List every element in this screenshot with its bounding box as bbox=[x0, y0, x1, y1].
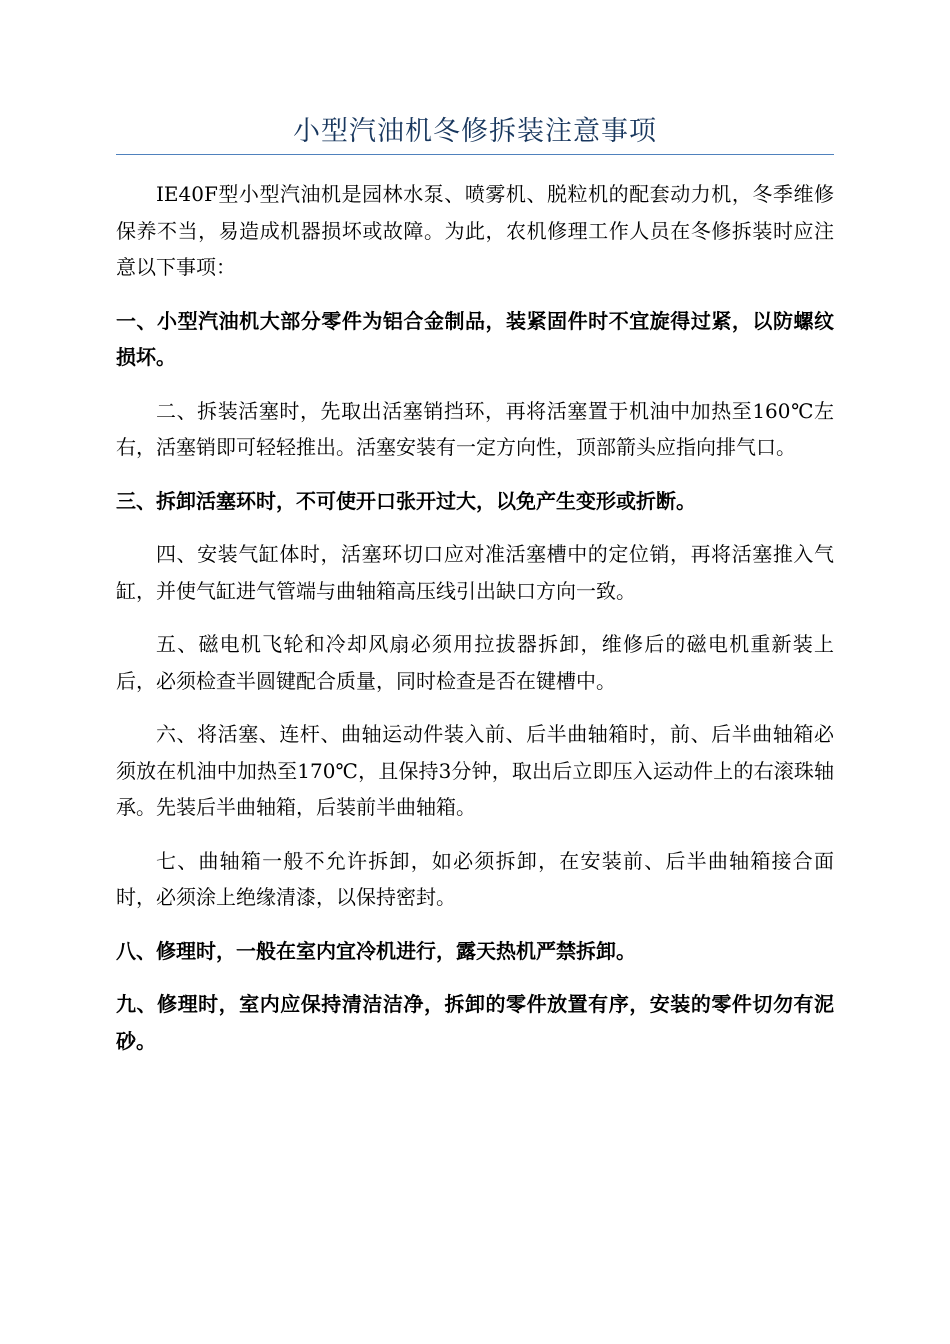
document-title: 小型汽油机冬修拆装注意事项 bbox=[293, 116, 657, 147]
paragraph-item-7: 七、曲轴箱一般不允许拆卸，如必须拆卸，在安装前、后半曲轴箱接合面时，必须涂上绝缘清漆，以保持密封。 bbox=[116, 848, 834, 909]
paragraph-item-6: 六、将活塞、连杆、曲轴运动件装入前、后半曲轴箱时，前、后半曲轴箱必须放在机油中加热至170℃，且保持3分钟，取出后立即压入运动件上的右滚珠轴承。先装后半曲轴箱，后装前半曲轴箱。 bbox=[116, 722, 834, 819]
document-body bbox=[116, 176, 834, 1076]
paragraph-intro: IE40F型小型汽油机是园林水泵、喷雾机、脱粒机的配套动力机，冬季维修保养不当，易造成机器损坏或故障。为此，农机修理工作人员在冬修拆装时应注意以下事项： bbox=[116, 182, 834, 279]
paragraph-item-5: 五、磁电机飞轮和冷却风扇必须用拉拔器拆卸，维修后的磁电机重新装上后，必须检查半圆键配合质量，同时检查是否在键槽中。 bbox=[116, 632, 834, 693]
paragraph-item-1: 一、小型汽油机大部分零件为铝合金制品，装紧固件时不宜旋得过紧，以防螺纹损坏。 bbox=[116, 308, 834, 369]
paragraph-item-3: 三、拆卸活塞环时，不可使开口张开过大，以免产生变形或折断。 bbox=[116, 488, 696, 513]
title-underline bbox=[116, 154, 834, 155]
paragraph-item-2: 二、拆装活塞时，先取出活塞销挡环，再将活塞置于机油中加热至160℃左右，活塞销即可轻轻推出。活塞安装有一定方向性，顶部箭头应指向排气口。 bbox=[116, 398, 834, 459]
paragraph-item-4: 四、安装气缸体时，活塞环切口应对准活塞槽中的定位销，再将活塞推入气缸，并使气缸进气管端与曲轴箱高压线引出缺口方向一致。 bbox=[116, 542, 834, 603]
paragraph-item-8: 八、修理时，一般在室内宜冷机进行，露天热机严禁拆卸。 bbox=[116, 938, 636, 963]
paragraph-item-9: 九、修理时，室内应保持清洁洁净，拆卸的零件放置有序，安装的零件切勿有泥砂。 bbox=[116, 992, 834, 1053]
